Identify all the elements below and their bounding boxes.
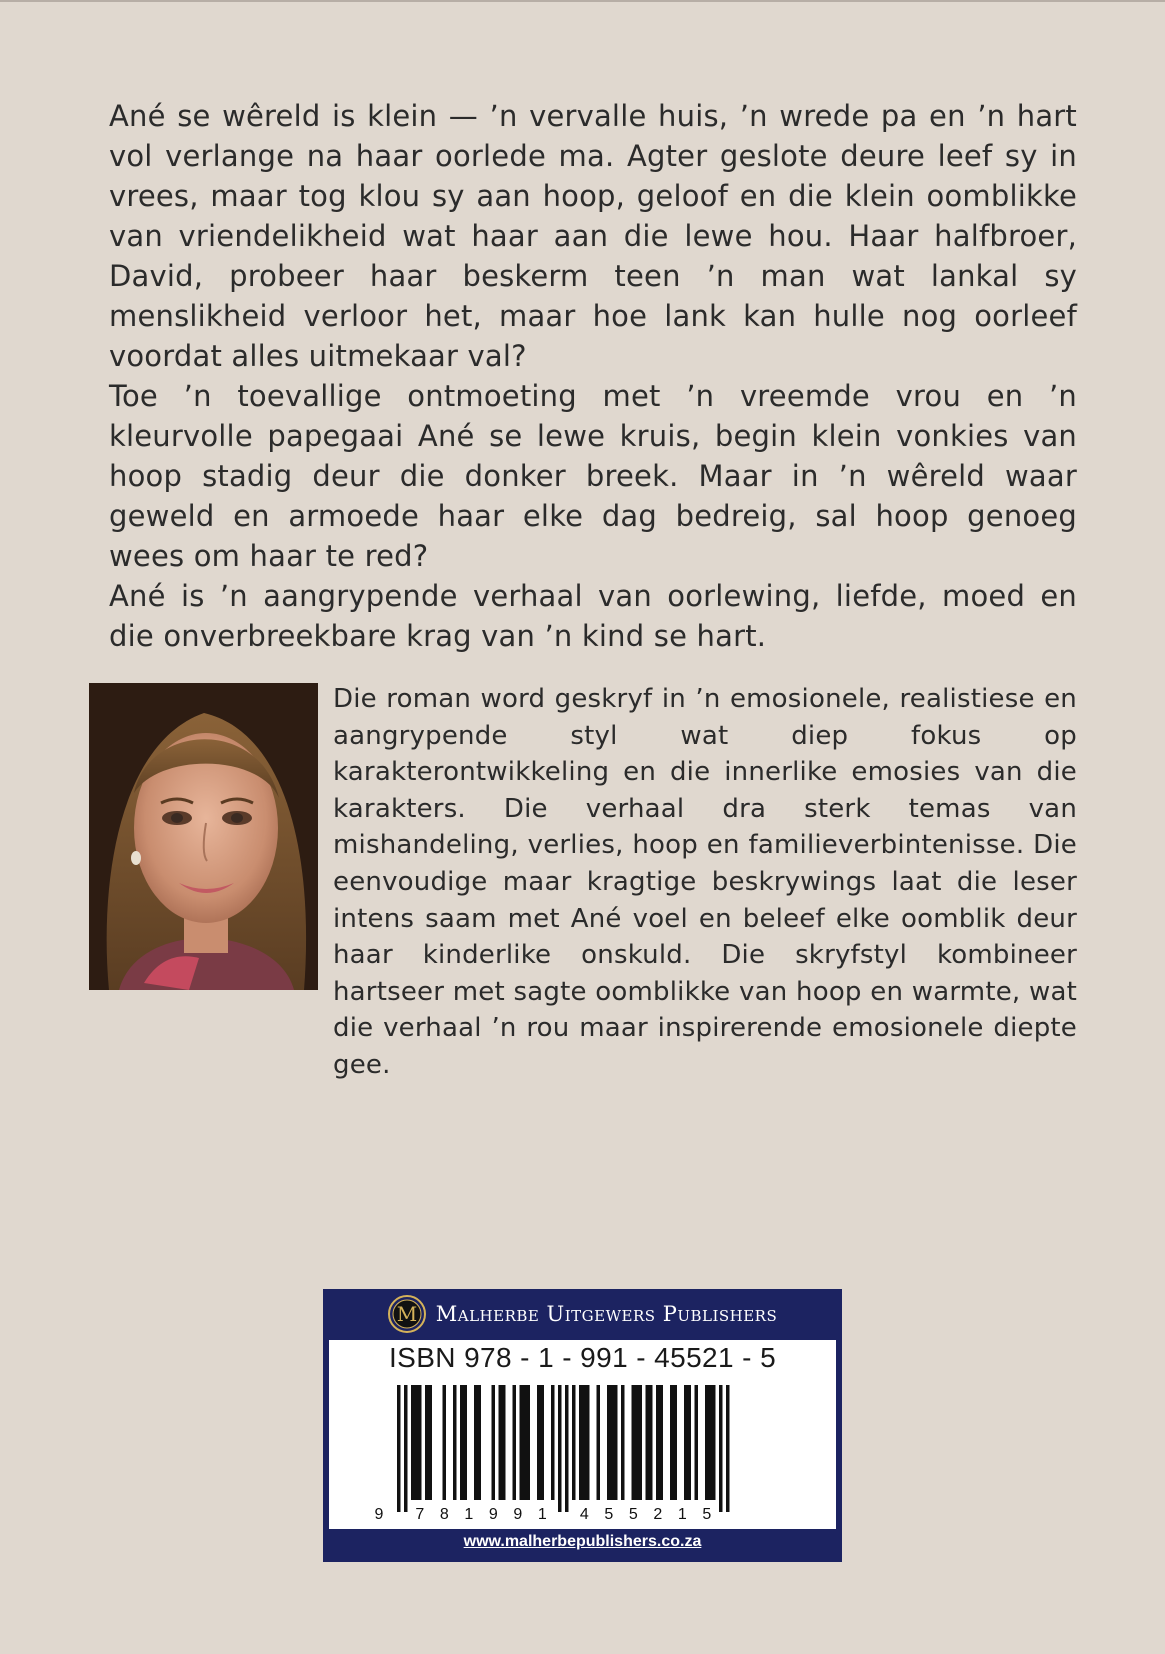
barcode-digit: 8: [439, 1506, 449, 1523]
barcode-bar: [719, 1385, 723, 1512]
barcode-bar: [579, 1385, 583, 1500]
barcode-bar: [607, 1385, 611, 1500]
barcode-bar: [656, 1385, 660, 1500]
barcode-bar: [632, 1385, 636, 1500]
barcode-bar: [726, 1385, 730, 1512]
top-rule: [0, 0, 1165, 2]
barcode-bar: [429, 1385, 433, 1500]
barcode-bar: [684, 1385, 688, 1500]
isbn-barcode-block: [323, 1289, 842, 1562]
barcode-bar: [502, 1385, 506, 1500]
barcode-bar: [404, 1385, 408, 1512]
barcode-bar: [649, 1385, 653, 1500]
publisher-logo-letter: M: [396, 1302, 417, 1326]
author-photo: [89, 683, 318, 990]
isbn-number: ISBN 978 - 1 - 991 - 45521 - 5: [388, 1342, 777, 1373]
barcode-digit: 9: [513, 1506, 523, 1523]
barcode-bar: [499, 1385, 503, 1500]
barcode-bar: [674, 1385, 678, 1500]
barcode-bar: [712, 1385, 716, 1500]
barcode-bar: [709, 1385, 713, 1500]
barcode-digit: 5: [604, 1506, 614, 1523]
barcode-bar: [639, 1385, 643, 1500]
barcode-bar: [418, 1385, 422, 1500]
barcode-bar: [614, 1385, 618, 1500]
author-portrait-illustration: [89, 683, 318, 990]
barcode-bar: [572, 1385, 576, 1500]
barcode-bar: [646, 1385, 650, 1500]
barcode-bar: [583, 1385, 587, 1500]
barcode-bar: [492, 1385, 496, 1500]
barcode-bar: [460, 1385, 464, 1500]
barcode-bar: [611, 1385, 615, 1500]
barcode-digit: 2: [653, 1506, 663, 1523]
barcode-graphic: [329, 1340, 836, 1529]
style-paragraph: Die roman word geskryf in ’n emosionele, realistiese en aangrypende styl wat diep fokus op karakterontwikkeling en die innerlike emosies van die karakters. Die verhaal dra sterk temas van mishandeling, verlies, hoop en familieverbintenisse. Die eenvoudige maar kragtige beskrywings laat die leser intens saam met Ané voel en beleef elke oomblik deur haar kinderlike onskuld. Die skryfstyl kombineer hartseer met sagte oomblikke van hoop en warmte, wat die verhaal ’n rou maar inspirerende emosionele diepte gee.: [333, 684, 1077, 1080]
barcode-digit: 4: [579, 1506, 589, 1523]
barcode-bar: [425, 1385, 429, 1500]
publisher-bar: [323, 1289, 842, 1339]
barcode-bar: [705, 1385, 709, 1500]
barcode-digit: 9: [488, 1506, 498, 1523]
barcode-digit: 9: [374, 1506, 384, 1523]
publisher-website-link[interactable]: www.malherbepublishers.co.za: [463, 1533, 702, 1550]
barcode-bar: [551, 1385, 555, 1500]
barcode-bar: [597, 1385, 601, 1500]
publisher-name: Malherbe Uitgewers Publishers: [435, 1302, 778, 1326]
barcode-bar: [565, 1385, 569, 1512]
barcode-bar: [537, 1385, 541, 1500]
barcode-digit: 1: [677, 1506, 687, 1523]
barcode-bar: [415, 1385, 419, 1500]
barcode-bar: [513, 1385, 517, 1500]
barcode-bar: [660, 1385, 664, 1500]
barcode-bar: [520, 1385, 524, 1500]
barcode-bar: [523, 1385, 527, 1500]
barcode-panel: [329, 1340, 836, 1529]
barcode-bar: [695, 1385, 699, 1500]
barcode-bar: [478, 1385, 482, 1500]
barcode-bar: [541, 1385, 545, 1500]
barcode-digit: 1: [537, 1506, 547, 1523]
publisher-logo-icon: [388, 1295, 426, 1333]
barcode-bar: [558, 1385, 562, 1512]
barcode-bar: [621, 1385, 625, 1500]
barcode-digit: 5: [702, 1506, 712, 1523]
barcode-digit: 5: [628, 1506, 638, 1523]
barcode-bar: [527, 1385, 531, 1500]
barcode-bar: [474, 1385, 478, 1500]
barcode-bar: [586, 1385, 590, 1500]
barcode-bar: [635, 1385, 639, 1500]
barcode-bar: [397, 1385, 401, 1512]
barcode-digit: 1: [464, 1506, 474, 1523]
blurb-paragraph: Toe ’n toevallige ontmoeting met ’n vreemde vrou en ’n kleurvolle papegaai Ané se lewe kruis, begin klein vonkies van hoop stadig deur die donker breek. Maar in ’n wêreld waar geweld en armoede haar elke dag bedreig, sal hoop genoeg wees om haar te red?: [109, 379, 1077, 573]
barcode-bar: [670, 1385, 674, 1500]
barcode-bar: [464, 1385, 468, 1500]
author-style-description: [333, 681, 1077, 1084]
barcode-digit: 7: [415, 1506, 425, 1523]
blurb-paragraph: Ané is ’n aangrypende verhaal van oorlewing, liefde, moed en die onverbreekbare krag van ’n kind se hart.: [109, 579, 1077, 653]
barcode-bar: [411, 1385, 415, 1500]
barcode-bar: [453, 1385, 457, 1500]
barcode-bar: [688, 1385, 692, 1500]
barcode-bar: [443, 1385, 447, 1500]
back-cover-blurb: [109, 96, 1077, 656]
blurb-paragraph: Ané se wêreld is klein — ’n vervalle huis, ’n wrede pa en ’n hart vol verlange na haar oorlede ma. Agter geslote deure leef sy in vrees, maar tog klou sy aan hoop, geloof en die klein oomblikke van vriendelikheid wat haar aan die lewe hou. Haar halfbroer, David, probeer haar beskerm teen ’n man wat lankal sy menslikheid verloor het, maar hoe lank kan hulle nog oorleef voordat alles uitmekaar val?: [109, 99, 1077, 373]
